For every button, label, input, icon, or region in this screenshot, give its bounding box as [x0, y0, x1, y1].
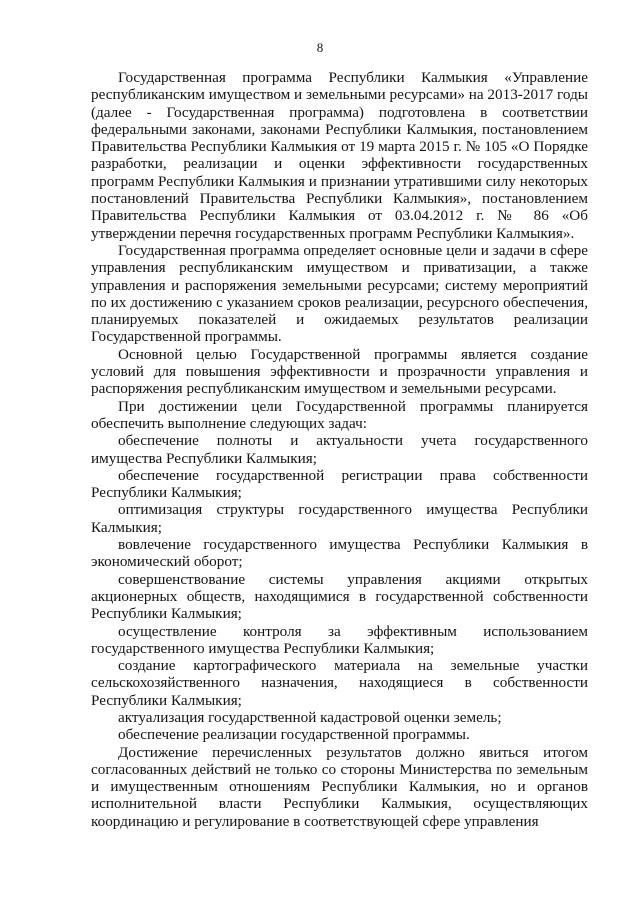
page-number: 8 [316, 40, 324, 55]
task-item: вовлечение государственного имущества Республики Калмыкия в экономический оборот; [91, 536, 588, 571]
task-item: обеспечение полноты и актуальности учета государственного имущества Республики Калмыкия; [91, 432, 588, 467]
task-item: обеспечение государственной регистрации права собственности Республики Калмыкия; [91, 466, 588, 502]
document-body [91, 69, 588, 830]
paragraph-main-goal: Основной целью Государственной программы является создание условий для повышения эффективности и прозрачности управления и распоряжения республиканским имуществом и земельными ресурсами. [91, 345, 588, 398]
paragraph-results: Достижение перечисленных результатов должно явиться итогом согласованных действий не только со стороны Министерства по земельным и имущественным отношениям Республики Калмыкия, но и органов исполнительной власти Республики Калмыкия, осуществляющих координацию и регулирование в соответствующей сфере управления [91, 743, 588, 830]
task-item: обеспечение реализации государственной программы. [118, 726, 470, 744]
paragraph-tasks-intro: При достижении цели Государственной программы планируется обеспечить выполнение следующих задач: [91, 397, 588, 432]
task-item: совершенствование системы управления акциями открытых акционерных обществ, находящимися в государственной собственности Республики Калмыкия; [91, 570, 588, 623]
task-item: актуализация государственной кадастровой оценки земель; [118, 708, 502, 726]
task-item: создание картографического материала на земельные участки сельскохозяйственного назначения, находящиеся в собственности Республики Калмыкия; [91, 657, 588, 709]
paragraph-program-goals: Государственная программа определяет основные цели и задачи в сфере управления республиканским имуществом и приватизации, а также управления и распоряжения земельными ресурсами; систему мероприятий по их достижению с указанием сроков реализации, ресурсного обеспечения, планируемых показателей и ожидаемых результатов реализации Государственной программы. [91, 241, 588, 346]
task-item: осуществление контроля за эффективным использованием государственного имущества Республики Калмыкия; [91, 622, 588, 657]
task-item: оптимизация структуры государственного имущества Республики Калмыкия; [91, 501, 588, 536]
paragraph-program-basis: Государственная программа Республики Калмыкия «Управление республиканским имуществом и земельными ресурсами» на 2013-2017 годы (далее - Государственная программа) подготовлена в соответствии федеральными законами, законами Республики Калмыкия, постановлением Правительства Республики Калмыкия от 19 марта 2015 г. № 105 «О Порядке разработки, реализации и оценки эффективности государственных программ Республики Калмыкия и признании утратившими силу некоторых постановлений Правительства Республики Калмыкия», постановлением Правительства Республики Калмыкия от 03.04.2012 г. № 86 «Об утверждении перечня государственных программ Республики Калмыкия». [91, 69, 588, 242]
